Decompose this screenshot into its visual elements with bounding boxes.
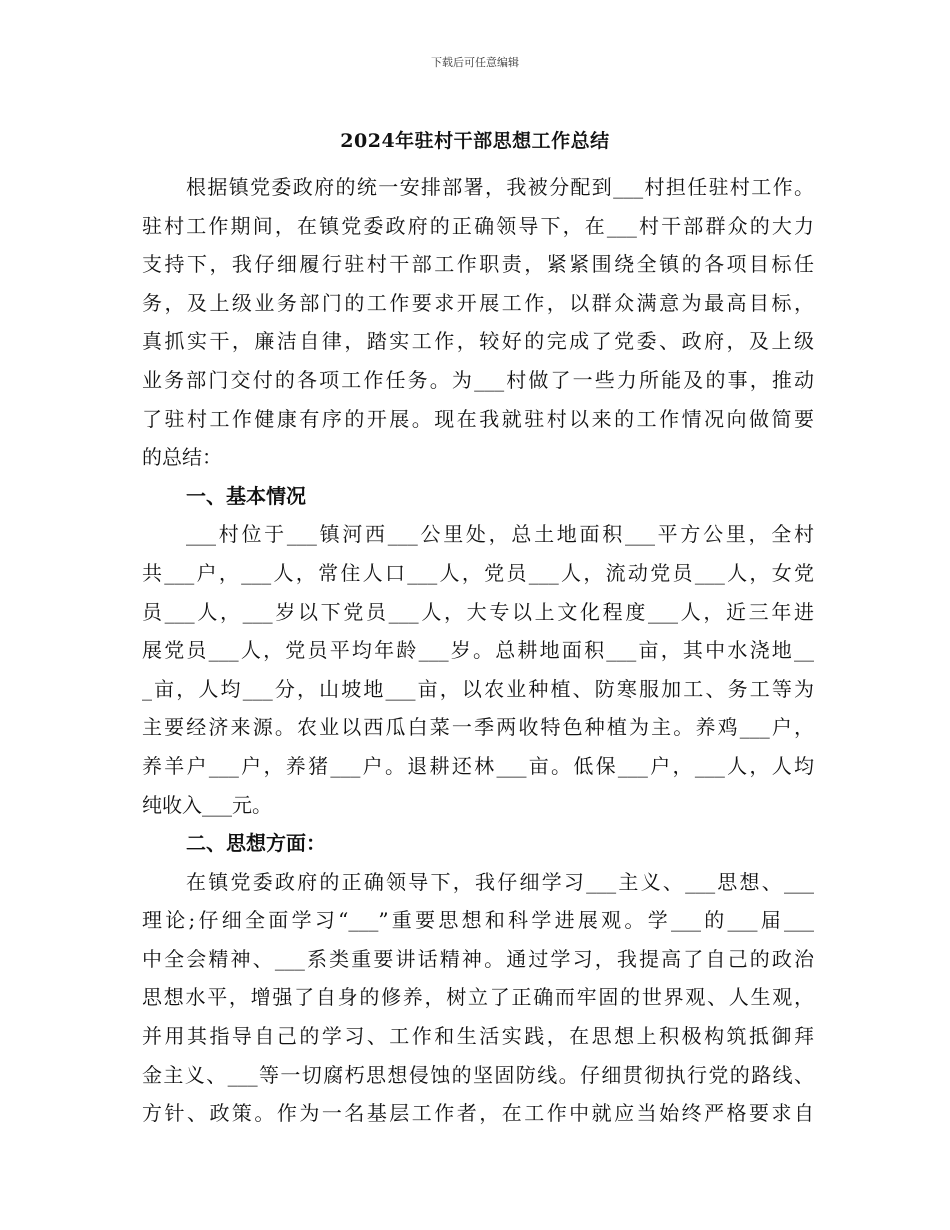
text-line: 了驻村工作健康有序的开展。现在我就驻村以来的工作情况向做简要 xyxy=(142,406,814,431)
text-line: 务，及上级业务部门的工作要求开展工作，以群众满意为最高目标， xyxy=(142,290,814,315)
text-line: _亩，人均___分，山坡地___亩，以农业种植、防寒服加工、务工等为 xyxy=(142,676,814,701)
document-body xyxy=(142,168,814,1133)
text-line: 驻村工作期间，在镇党委政府的正确领导下，在___村干部群众的大力 xyxy=(142,213,814,238)
text-line: 根据镇党委政府的统一安排部署，我被分配到___村担任驻村工作。 xyxy=(186,175,814,199)
section-heading: 二、思想方面： xyxy=(186,831,326,856)
document-title: 2024年驻村干部思想工作总结 xyxy=(340,130,610,152)
text-line: 业务部门交付的各项工作任务。为___村做了一些力所能及的事，推动 xyxy=(142,367,814,392)
text-line: 方针、政策。作为一名基层工作者，在工作中就应当始终严格要求自 xyxy=(142,1101,814,1126)
text-line: 主要经济来源。农业以西瓜白菜一季两收特色种植为主。养鸡___户， xyxy=(142,715,814,740)
section-heading: 一、基本情况 xyxy=(186,483,306,508)
text-line: ___村位于___镇河西___公里处，总土地面积___平方公里，全村 xyxy=(186,522,814,547)
text-line: 中全会精神、___系类重要讲话精神。通过学习，我提高了自己的政治 xyxy=(142,946,814,971)
text-line: 员___人，___岁以下党员___人，大专以上文化程度___人，近三年进 xyxy=(142,599,814,624)
text-line: 理论;仔细全面学习“___”重要思想和科学进展观。学___的___届___ xyxy=(142,908,814,933)
text-line: 共___户，___人，常住人口___人，党员___人，流动党员___人，女党 xyxy=(142,560,814,585)
text-line: 真抓实干，廉洁自律，踏实工作，较好的完成了党委、政府，及上级 xyxy=(142,329,814,354)
text-line: 在镇党委政府的正确领导下，我仔细学习___主义、___思想、___ xyxy=(186,869,814,894)
text-line: 的总结： xyxy=(142,445,222,470)
text-line: 并用其指导自己的学习、工作和生活实践，在思想上积极构筑抵御拜 xyxy=(142,1024,814,1049)
text-line: 纯收入___元。 xyxy=(142,792,272,817)
text-line: 金主义、___等一切腐朽思想侵蚀的坚固防线。仔细贯彻执行党的路线、 xyxy=(142,1062,814,1087)
header-note: 下载后可任意编辑 xyxy=(431,56,519,69)
text-line: 支持下，我仔细履行驻村干部工作职责，紧紧围绕全镇的各项目标任 xyxy=(142,252,814,277)
text-line: 养羊户___户，养猪___户。退耕还林___亩。低保___户，___人，人均 xyxy=(142,753,814,778)
text-line: 展党员___人，党员平均年龄___岁。总耕地面积___亩，其中水浇地__ xyxy=(142,638,814,663)
text-line: 思想水平，增强了自身的修养，树立了正确而牢固的世界观、人生观， xyxy=(142,985,814,1010)
